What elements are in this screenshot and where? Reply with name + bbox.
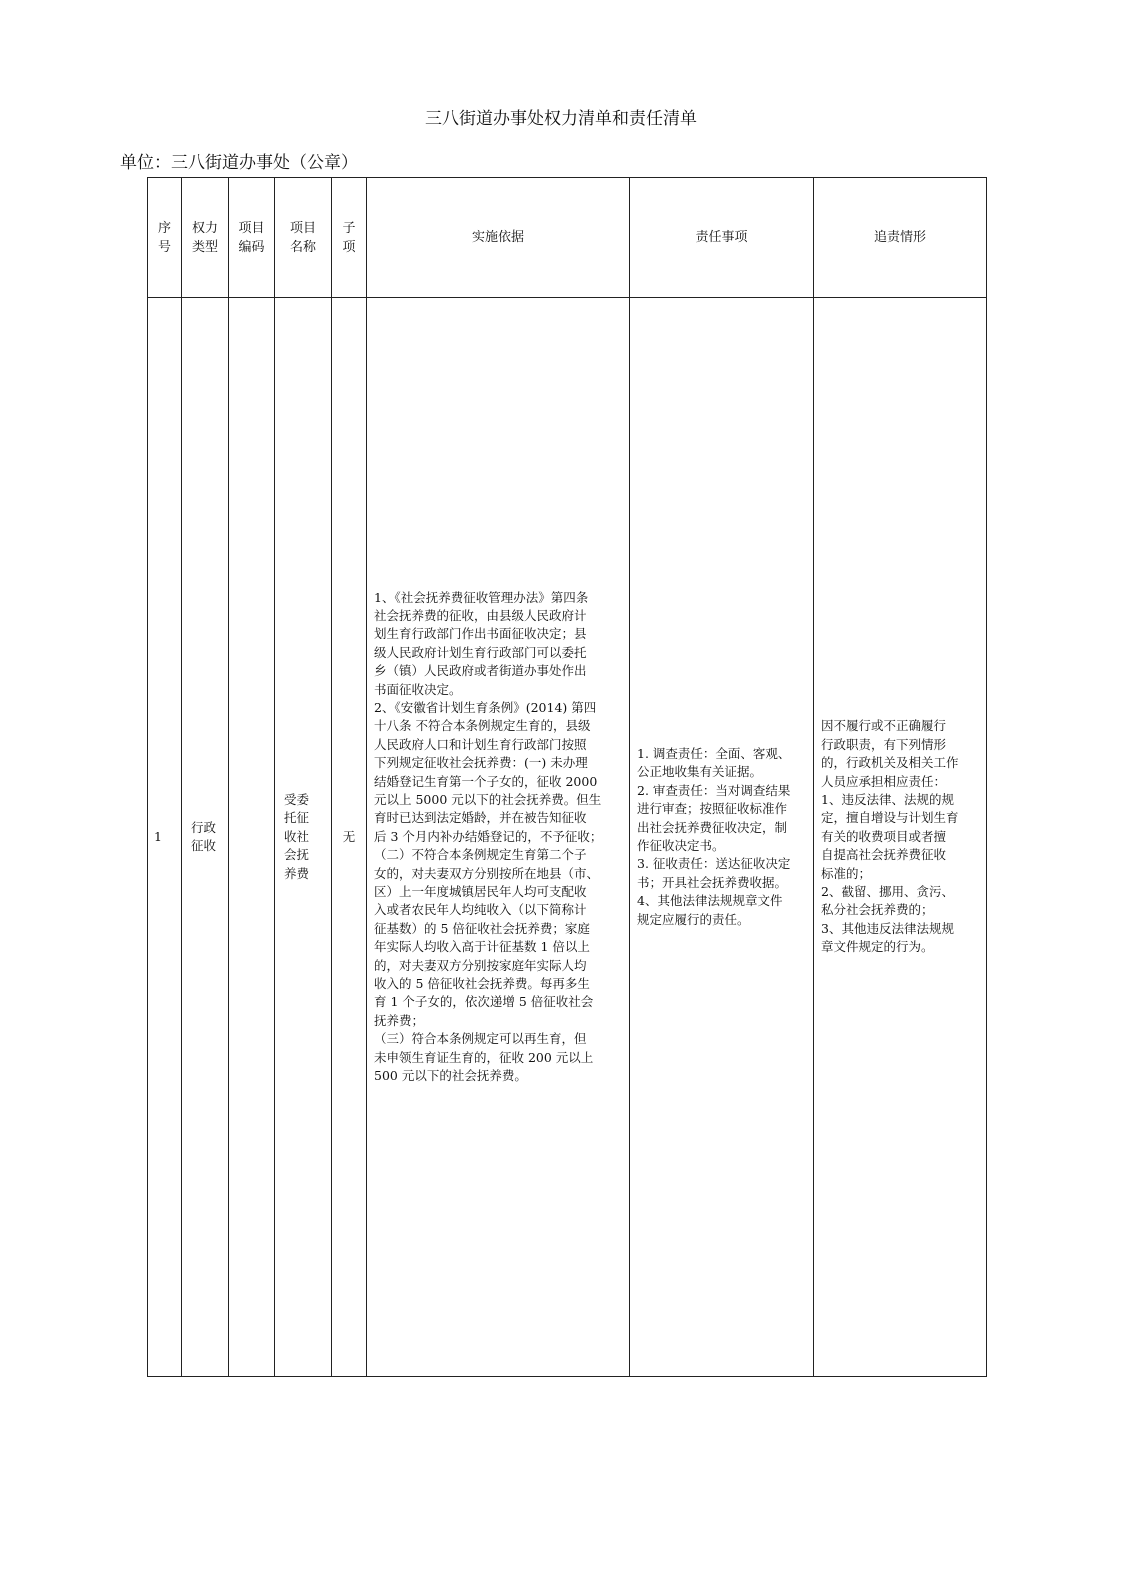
header-basis: 实施依据 xyxy=(367,178,630,298)
header-responsibility: 责任事项 xyxy=(630,178,814,298)
cell-item-code xyxy=(229,298,275,1377)
cell-responsibility: 1. 调查责任：全面、客观、 公正地收集有关证据。 2. 审查责任：当对调查结果 进行审查；按照征收标准作 出社会抚养费征收决定，制 作征收决定书。 3. 征收责任：送达征收决定 书；开具社会抚养费收据。 4、其他法律法规规章文件 规定应履行的责任。 xyxy=(630,298,814,1377)
header-sub-item: 子 项 xyxy=(332,178,367,298)
power-responsibility-table xyxy=(147,177,987,1377)
cell-item-name: 受委 托征 收社 会抚 养费 xyxy=(275,298,332,1377)
header-item-name: 项目 名称 xyxy=(275,178,332,298)
cell-seq: 1 xyxy=(148,298,182,1377)
cell-power-type: 行政 征收 xyxy=(182,298,229,1377)
header-power-type: 权力 类型 xyxy=(182,178,229,298)
cell-sub-item: 无 xyxy=(332,298,367,1377)
header-item-code: 项目 编码 xyxy=(229,178,275,298)
cell-basis: 1、《社会抚养费征收管理办法》第四条 社会抚养费的征收，由县级人民政府计 划生育行政部门作出书面征收决定；县 级人民政府计划生育行政部门可以委托 乡（镇）人民政府或者街道办事处作出 书面征收决定。 2、《安徽省计划生育条例》(2014) 第四 十八条 不符合本条例规定生育的，县级 人民政府人口和计划生育行政部门按照 下列规定征收社会抚养费：(一) 未办理 结婚登记生育第一个子女的，征收 2000 元以上 5000 元以下的社会抚养费。但生 育时已达到法定婚龄，并在被告知征收 后 3 个月内补办结婚登记的，不予征收； （二）不符合本条例规定生育第二个子 女的，对夫妻双方分别按所在地县（市、 区）上一年度城镇居民年人均可支配收 入或者农民年人均纯收入（以下简称计 征基数）的 5 倍征收社会抚养费；家庭 年实际人均收入高于计征基数 1 倍以上 的，对夫妻双方分别按家庭年实际人均 收入的 5 倍征收社会抚养费。每再多生 育 1 个子女的，依次递增 5 倍征收社会 抚养费； （三）符合本条例规定可以再生育，但 未申领生育证生育的，征收 200 元以上 500 元以下的社会抚养费。 xyxy=(367,298,630,1377)
unit-label: 单位：三八街道办事处（公章） xyxy=(120,153,358,173)
header-seq: 序 号 xyxy=(148,178,182,298)
table-row xyxy=(148,298,987,1377)
header-accountability: 追责情形 xyxy=(814,178,987,298)
page-title: 三八街道办事处权力清单和责任清单 xyxy=(425,109,697,129)
table-header-row xyxy=(148,178,987,298)
cell-accountability: 因不履行或不正确履行 行政职责，有下列情形 的，行政机关及相关工作 人员应承担相应责任： 1、违反法律、法规的规 定，擅自增设与计划生育 有关的收费项目或者擅 自提高社会抚养费征收 标准的； 2、截留、挪用、贪污、 私分社会抚养费的； 3、其他违反法律法规规 章文件规定的行为。 xyxy=(814,298,987,1377)
